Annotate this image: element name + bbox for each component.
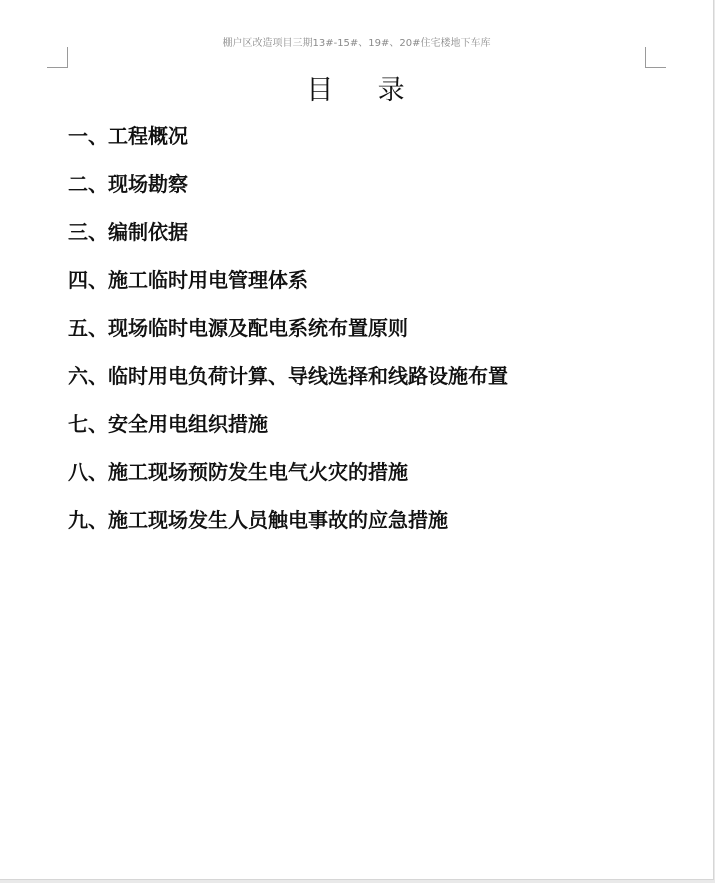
toc-item[interactable]: 三、编制依据 (68, 220, 188, 244)
table-of-contents (68, 122, 508, 554)
page-title: 目 录 (306, 75, 407, 106)
toc-item[interactable]: 五、现场临时电源及配电系统布置原则 (68, 316, 408, 340)
toc-item[interactable]: 八、施工现场预防发生电气火灾的措施 (68, 460, 408, 484)
toc-item[interactable]: 二、现场勘察 (68, 172, 188, 196)
crop-mark-top-left (47, 47, 68, 68)
toc-item[interactable]: 四、施工临时用电管理体系 (68, 268, 308, 292)
toc-item[interactable]: 七、安全用电组织措施 (68, 412, 268, 436)
toc-item[interactable]: 六、临时用电负荷计算、导线选择和线路设施布置 (68, 364, 508, 388)
crop-mark-top-right (645, 47, 666, 68)
toc-item[interactable]: 一、工程概况 (68, 124, 188, 148)
toc-item[interactable]: 九、施工现场发生人员触电事故的应急措施 (68, 508, 448, 532)
page-header: 棚户区改造项目三期13#-15#、19#、20#住宅楼地下车库 (222, 38, 491, 49)
